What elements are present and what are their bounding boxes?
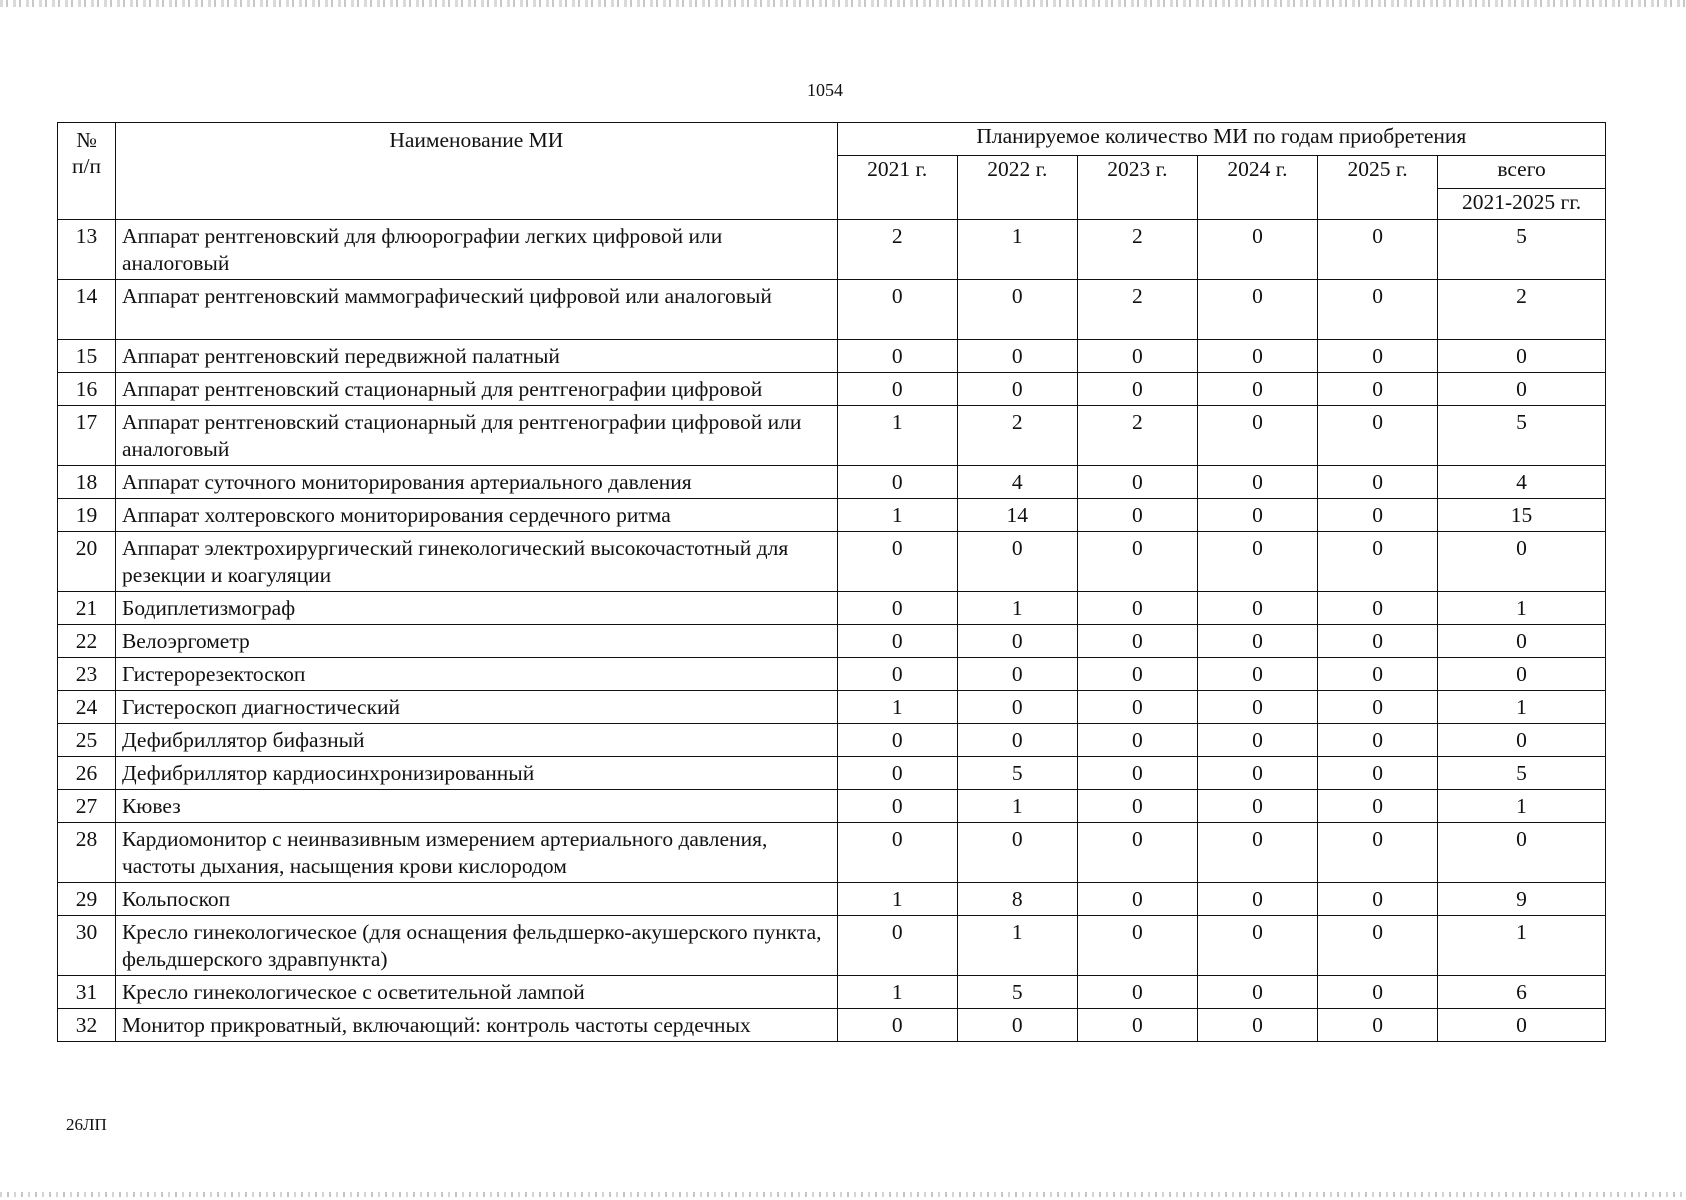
value-2021: 0 — [837, 658, 957, 691]
row-number: 24 — [58, 691, 116, 724]
value-total: 5 — [1438, 757, 1606, 790]
value-total: 9 — [1438, 883, 1606, 916]
row-number: 29 — [58, 883, 116, 916]
item-name: Гистерорезектоскоп — [115, 658, 837, 691]
row-number: 14 — [58, 280, 116, 340]
row-number: 20 — [58, 532, 116, 592]
value-2024: 0 — [1197, 340, 1317, 373]
value-2025: 0 — [1318, 1009, 1438, 1042]
value-2022: 0 — [957, 658, 1077, 691]
scan-edge-top — [0, 0, 1686, 7]
years-group-header: Планируемое количество МИ по годам приобретения — [837, 123, 1605, 156]
table-row — [58, 1009, 1606, 1042]
value-2025: 0 — [1318, 625, 1438, 658]
value-2024: 0 — [1197, 280, 1317, 340]
row-number: 28 — [58, 823, 116, 883]
item-name: Монитор прикроватный, включающий: контроль частоты сердечных — [115, 1009, 837, 1042]
value-total: 0 — [1438, 625, 1606, 658]
item-name: Велоэргометр — [115, 625, 837, 658]
row-number: 22 — [58, 625, 116, 658]
table-row — [58, 883, 1606, 916]
value-2023: 2 — [1077, 406, 1197, 466]
item-name: Дефибриллятор кардиосинхронизированный — [115, 757, 837, 790]
value-2024: 0 — [1197, 1009, 1317, 1042]
value-2022: 0 — [957, 532, 1077, 592]
row-number: 32 — [58, 1009, 116, 1042]
value-2024: 0 — [1197, 625, 1317, 658]
value-2023: 0 — [1077, 592, 1197, 625]
value-2024: 0 — [1197, 658, 1317, 691]
value-2023: 0 — [1077, 724, 1197, 757]
value-2023: 0 — [1077, 625, 1197, 658]
total-range-header: 2021-2025 гг. — [1438, 189, 1606, 220]
name-column-header: Наименование МИ — [115, 123, 837, 220]
value-2024: 0 — [1197, 406, 1317, 466]
value-2021: 0 — [837, 823, 957, 883]
value-2024: 0 — [1197, 916, 1317, 976]
value-total: 2 — [1438, 280, 1606, 340]
value-2023: 0 — [1077, 1009, 1197, 1042]
value-2025: 0 — [1318, 373, 1438, 406]
row-number: 30 — [58, 916, 116, 976]
value-2023: 0 — [1077, 340, 1197, 373]
table-row — [58, 916, 1606, 976]
value-2025: 0 — [1318, 883, 1438, 916]
value-2025: 0 — [1318, 916, 1438, 976]
value-total: 1 — [1438, 592, 1606, 625]
value-2025: 0 — [1318, 592, 1438, 625]
value-2025: 0 — [1318, 691, 1438, 724]
value-2024: 0 — [1197, 790, 1317, 823]
table-row — [58, 691, 1606, 724]
value-2022: 8 — [957, 883, 1077, 916]
table-row — [58, 823, 1606, 883]
value-2021: 0 — [837, 916, 957, 976]
value-total: 0 — [1438, 340, 1606, 373]
row-number: 31 — [58, 976, 116, 1009]
value-total: 4 — [1438, 466, 1606, 499]
value-2024: 0 — [1197, 724, 1317, 757]
value-total: 1 — [1438, 916, 1606, 976]
row-number: 13 — [58, 220, 116, 280]
value-2022: 1 — [957, 790, 1077, 823]
table-row — [58, 280, 1606, 340]
num-header-line1: № — [76, 128, 97, 152]
row-number: 27 — [58, 790, 116, 823]
value-2023: 0 — [1077, 976, 1197, 1009]
year-header-2024: 2024 г. — [1197, 156, 1317, 220]
value-2023: 0 — [1077, 790, 1197, 823]
item-name: Аппарат рентгеновский передвижной палатный — [115, 340, 837, 373]
value-total: 0 — [1438, 1009, 1606, 1042]
year-header-2023: 2023 г. — [1077, 156, 1197, 220]
table-row — [58, 406, 1606, 466]
value-2024: 0 — [1197, 592, 1317, 625]
item-name: Аппарат рентгеновский стационарный для рентгенографии цифровой — [115, 373, 837, 406]
value-2022: 0 — [957, 373, 1077, 406]
table-row — [58, 499, 1606, 532]
item-name: Кольпоскоп — [115, 883, 837, 916]
value-2022: 5 — [957, 757, 1077, 790]
item-name: Бодиплетизмограф — [115, 592, 837, 625]
value-2021: 0 — [837, 280, 957, 340]
value-2025: 0 — [1318, 466, 1438, 499]
value-total: 0 — [1438, 823, 1606, 883]
table-row — [58, 757, 1606, 790]
row-number: 17 — [58, 406, 116, 466]
value-2022: 2 — [957, 406, 1077, 466]
value-2021: 0 — [837, 1009, 957, 1042]
value-total: 15 — [1438, 499, 1606, 532]
item-name: Аппарат электрохирургический гинекологический высокочастотный для резекции и коагуляции — [115, 532, 837, 592]
value-2022: 1 — [957, 220, 1077, 280]
table-row — [58, 976, 1606, 1009]
scan-edge-bottom — [0, 1192, 1686, 1197]
value-2022: 0 — [957, 691, 1077, 724]
row-number: 26 — [58, 757, 116, 790]
value-2023: 0 — [1077, 916, 1197, 976]
value-2021: 0 — [837, 592, 957, 625]
table-row — [58, 532, 1606, 592]
value-2024: 0 — [1197, 532, 1317, 592]
value-total: 1 — [1438, 691, 1606, 724]
value-2021: 0 — [837, 373, 957, 406]
value-2021: 1 — [837, 883, 957, 916]
value-2025: 0 — [1318, 757, 1438, 790]
value-total: 0 — [1438, 532, 1606, 592]
value-2022: 0 — [957, 724, 1077, 757]
value-2023: 0 — [1077, 883, 1197, 916]
value-2024: 0 — [1197, 691, 1317, 724]
value-2022: 0 — [957, 625, 1077, 658]
year-header-2022: 2022 г. — [957, 156, 1077, 220]
value-2023: 0 — [1077, 823, 1197, 883]
value-2021: 0 — [837, 532, 957, 592]
value-2021: 1 — [837, 691, 957, 724]
value-2022: 14 — [957, 499, 1077, 532]
value-2021: 0 — [837, 757, 957, 790]
value-total: 0 — [1438, 373, 1606, 406]
value-2023: 0 — [1077, 658, 1197, 691]
num-column-header — [58, 123, 116, 220]
row-number: 25 — [58, 724, 116, 757]
value-2024: 0 — [1197, 373, 1317, 406]
row-number: 15 — [58, 340, 116, 373]
value-2022: 0 — [957, 280, 1077, 340]
value-2025: 0 — [1318, 724, 1438, 757]
table-row — [58, 790, 1606, 823]
item-name: Аппарат холтеровского мониторирования сердечного ритма — [115, 499, 837, 532]
value-2021: 2 — [837, 220, 957, 280]
total-header: всего — [1438, 156, 1606, 189]
value-total: 1 — [1438, 790, 1606, 823]
item-name: Кювез — [115, 790, 837, 823]
row-number: 16 — [58, 373, 116, 406]
value-2025: 0 — [1318, 976, 1438, 1009]
item-name: Аппарат рентгеновский маммографический цифровой или аналоговый — [115, 280, 837, 340]
value-2025: 0 — [1318, 406, 1438, 466]
item-name: Дефибриллятор бифазный — [115, 724, 837, 757]
value-2022: 0 — [957, 823, 1077, 883]
value-2025: 0 — [1318, 340, 1438, 373]
row-number: 19 — [58, 499, 116, 532]
value-2024: 0 — [1197, 466, 1317, 499]
value-2025: 0 — [1318, 220, 1438, 280]
value-2021: 1 — [837, 976, 957, 1009]
value-2025: 0 — [1318, 790, 1438, 823]
table-row — [58, 373, 1606, 406]
value-2021: 0 — [837, 724, 957, 757]
value-2022: 5 — [957, 976, 1077, 1009]
value-2024: 0 — [1197, 883, 1317, 916]
footer-code: 26ЛП — [66, 1115, 107, 1134]
value-2021: 0 — [837, 466, 957, 499]
value-2021: 0 — [837, 340, 957, 373]
table-row — [58, 340, 1606, 373]
page-number: 1054 — [807, 80, 843, 100]
value-2021: 0 — [837, 625, 957, 658]
value-total: 6 — [1438, 976, 1606, 1009]
value-2023: 2 — [1077, 220, 1197, 280]
value-2023: 0 — [1077, 691, 1197, 724]
value-2023: 0 — [1077, 373, 1197, 406]
value-2023: 0 — [1077, 532, 1197, 592]
value-2024: 0 — [1197, 499, 1317, 532]
value-total: 5 — [1438, 220, 1606, 280]
value-2022: 0 — [957, 340, 1077, 373]
value-2021: 1 — [837, 499, 957, 532]
table-row — [58, 658, 1606, 691]
row-number: 21 — [58, 592, 116, 625]
value-2024: 0 — [1197, 220, 1317, 280]
item-name: Гистероскоп диагностический — [115, 691, 837, 724]
value-2025: 0 — [1318, 280, 1438, 340]
value-2021: 1 — [837, 406, 957, 466]
table-row — [58, 220, 1606, 280]
row-number: 23 — [58, 658, 116, 691]
value-2022: 4 — [957, 466, 1077, 499]
item-name: Аппарат суточного мониторирования артериального давления — [115, 466, 837, 499]
row-number: 18 — [58, 466, 116, 499]
value-2022: 1 — [957, 916, 1077, 976]
value-2023: 0 — [1077, 499, 1197, 532]
value-2022: 1 — [957, 592, 1077, 625]
value-2022: 0 — [957, 1009, 1077, 1042]
value-2025: 0 — [1318, 532, 1438, 592]
value-total: 0 — [1438, 724, 1606, 757]
year-header-2021: 2021 г. — [837, 156, 957, 220]
value-total: 5 — [1438, 406, 1606, 466]
value-2025: 0 — [1318, 823, 1438, 883]
header-row-main — [58, 123, 1606, 156]
table-row — [58, 592, 1606, 625]
value-2025: 0 — [1318, 658, 1438, 691]
table-row — [58, 625, 1606, 658]
item-name: Аппарат рентгеновский для флюорографии легких цифровой или аналоговый — [115, 220, 837, 280]
value-2023: 2 — [1077, 280, 1197, 340]
item-name: Кресло гинекологическое (для оснащения фельдшерко-акушерского пункта, фельдшерского здравпункта) — [115, 916, 837, 976]
item-name: Кресло гинекологическое с осветительной лампой — [115, 976, 837, 1009]
year-header-2025: 2025 г. — [1318, 156, 1438, 220]
value-2023: 0 — [1077, 757, 1197, 790]
value-2024: 0 — [1197, 823, 1317, 883]
table-row — [58, 466, 1606, 499]
num-header-line2: п/п — [71, 154, 101, 178]
value-2024: 0 — [1197, 757, 1317, 790]
value-2023: 0 — [1077, 466, 1197, 499]
table-row — [58, 724, 1606, 757]
value-2025: 0 — [1318, 499, 1438, 532]
item-name: Кардиомонитор с неинвазивным измерением артериального давления, частоты дыхания, насыщения крови кислородом — [115, 823, 837, 883]
value-2024: 0 — [1197, 976, 1317, 1009]
value-total: 0 — [1438, 658, 1606, 691]
value-2021: 0 — [837, 790, 957, 823]
item-name: Аппарат рентгеновский стационарный для рентгенографии цифровой или аналоговый — [115, 406, 837, 466]
equipment-table — [57, 122, 1606, 1042]
